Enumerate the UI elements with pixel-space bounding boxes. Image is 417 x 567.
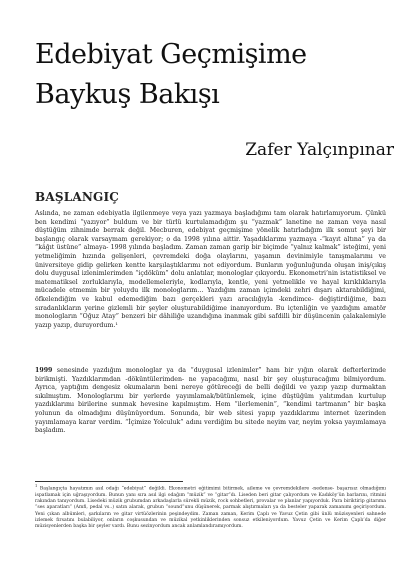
body-paragraph-2 — [35, 367, 386, 436]
footnote-marker: 1 — [35, 484, 38, 488]
footnote-divider — [35, 481, 183, 482]
paragraph-1-text: Aslında, ne zaman edebiyatla ilgilenmeye veya yazı yazmaya başladığımı tam olarak hatırlamıyorum. Çünkü ben kendimi “yazıyor” buldum ve bir türlü kurtulamadığım şu “yazmak” lanetine ne zaman veya nasıl düştüğüm zihnimde berrak değil. Mecburen, edebiyat geçmişime yönelik hatırladığım ilk somut şeyi bir başlangıç olarak varsaymam gerekiyor; o da 1998 yılına aittir. Yaşadıklarımı yazmaya -“kayıt altına” ya da “kâğıt üstüne” almaya- 1998 yılında başladım. Zaman zaman garip bir biçimde “yalnız kalmak” isteğimi, yeni yetmeliğimin hızında gelişenleri, çevremdeki doğa olaylarını, yaşamın devinimiyle tanışmalarımı ve üniversiteye gidip gelirken kentte karşılaştıklarımı not ediyordum. Bunların yoğunluğunda oluşan iniş/çıkış dolu duygusal izlenimlerimden “içdöküm” dolu anlatılar, monologlar çıkıyordu. Ekonometri’nin istatistiksel ve matematiksel zorluklarıyla, modellemeleriyle, kodlarıyla, kentle, yeni yetmelikle ve hayal kırıklıklarıyla mücadele etmemin bir yoluydu ilk monologlarım… Yazdığım zaman içimdeki zehri dışarı aktarabildiğimi, öfkelendiğim ve kabul edemediğim bazı gerçekleri yazı aracılığıyla -kendimce- değiştirdiğime, bazı sıradanlıkların yerine gizlemli bir şeyler oluşturabildiğime inanıyordum. Bu içtenliğin ve yazdığım amatör monologların “Oğuz Atay” benzeri bir dâhiliğe uzandığına inanmak gibi safdilli bir düşüncenin çalakalemiyle yazıp yazıp, duruyordum.¹ — [35, 210, 386, 329]
paragraph-2-text: senesinde yazdığım monologlar ya da “duygusal izlenimler” ham bir yığın olarak defterlerimde birikmişti. Yazdıklarımdan -döküntülerimden- ne yapacağımı, nasıl bir şey oluşturacağımı bilmiyordum. Ayrıca, yaptığım dengesiz okumaların beni nereye götüreceği de belli değildi ve yazıp yazıp durmaktan sıkılmıştım. Monologlarımı bir yerlerde yayımlamak/bütünlemek, içine düştüğüm yalıtımdan kurtulup yazdıklarımı birilerine sunmak hevesine kapılmıştım. Hem “ilerlemenin”, “kendimi tartmanın” bir başka yolunun da olmadığını düşünüyordum. Sonunda, bir web sitesi yapıp yazdıklarımı internet üzerinden yayımlamaya karar verdim. “İçimize Yolculuk” adını verdiğim bu sitede neyim var, neyim yoksa yayımlamaya başladım. — [35, 367, 386, 435]
section-heading: BAŞLANGIÇ — [35, 190, 120, 204]
footnote-text: Başlangıçta hayatımın asıl odağı “edebiyat” değildi. Ekonometri eğitimimi bitirmek, aileme ve çevremdekilere -nedense- başarısız olmadığımı ispatlamak için uğraşıyordum. Bunun yanı sıra asıl ilgi odağım “müzik” ve “gitar”dı. Liseden beri gitar çalıyordum ve Kadıköy’ün barlarını, ritmini rakından tanıyordum. Lisedeki müzik grubumdan arkadaşlarla sürekli müzik, rock sohbetleri, provalar ve planlar yapıyorduk. Para biriktirip gitarıma “ses aparatları” (Amfi, pedal vs..) satın alarak, grubun “sound”unu düşünerek, parmak alıştırmaları ya da besteler yaparak zamanımı geçiriyordum. Yeni çıkan albümleri, şarkıların ve gitar virtüözlerinin peşindeydim. Zaman zaman, Kerim Çaplı ve Yavuz Çetin gibi ünlü müzisyenleri sahnede izlemek fırsatını bulabiliyor, onların coşkusundan ve müzikal yetkinliklerinden sonsuz etkileniyordum. Yavuz Çetin ve Kerim Çaplı’da diğer müzisyenlerden başka bir şeyler vardı. Bunu sezinyordum ancak anlamlandıramıyordum. — [35, 486, 386, 530]
paragraph-2-year: 1999 — [35, 367, 53, 374]
footnote — [35, 486, 386, 530]
document-title — [35, 35, 395, 115]
title-line-1: Edebiyat Geçmişime — [35, 39, 307, 70]
author-name: Zafer Yalçınpınar — [245, 140, 394, 160]
title-line-2: Baykuş Bakışı — [35, 79, 220, 110]
body-paragraph-1 — [35, 210, 386, 330]
